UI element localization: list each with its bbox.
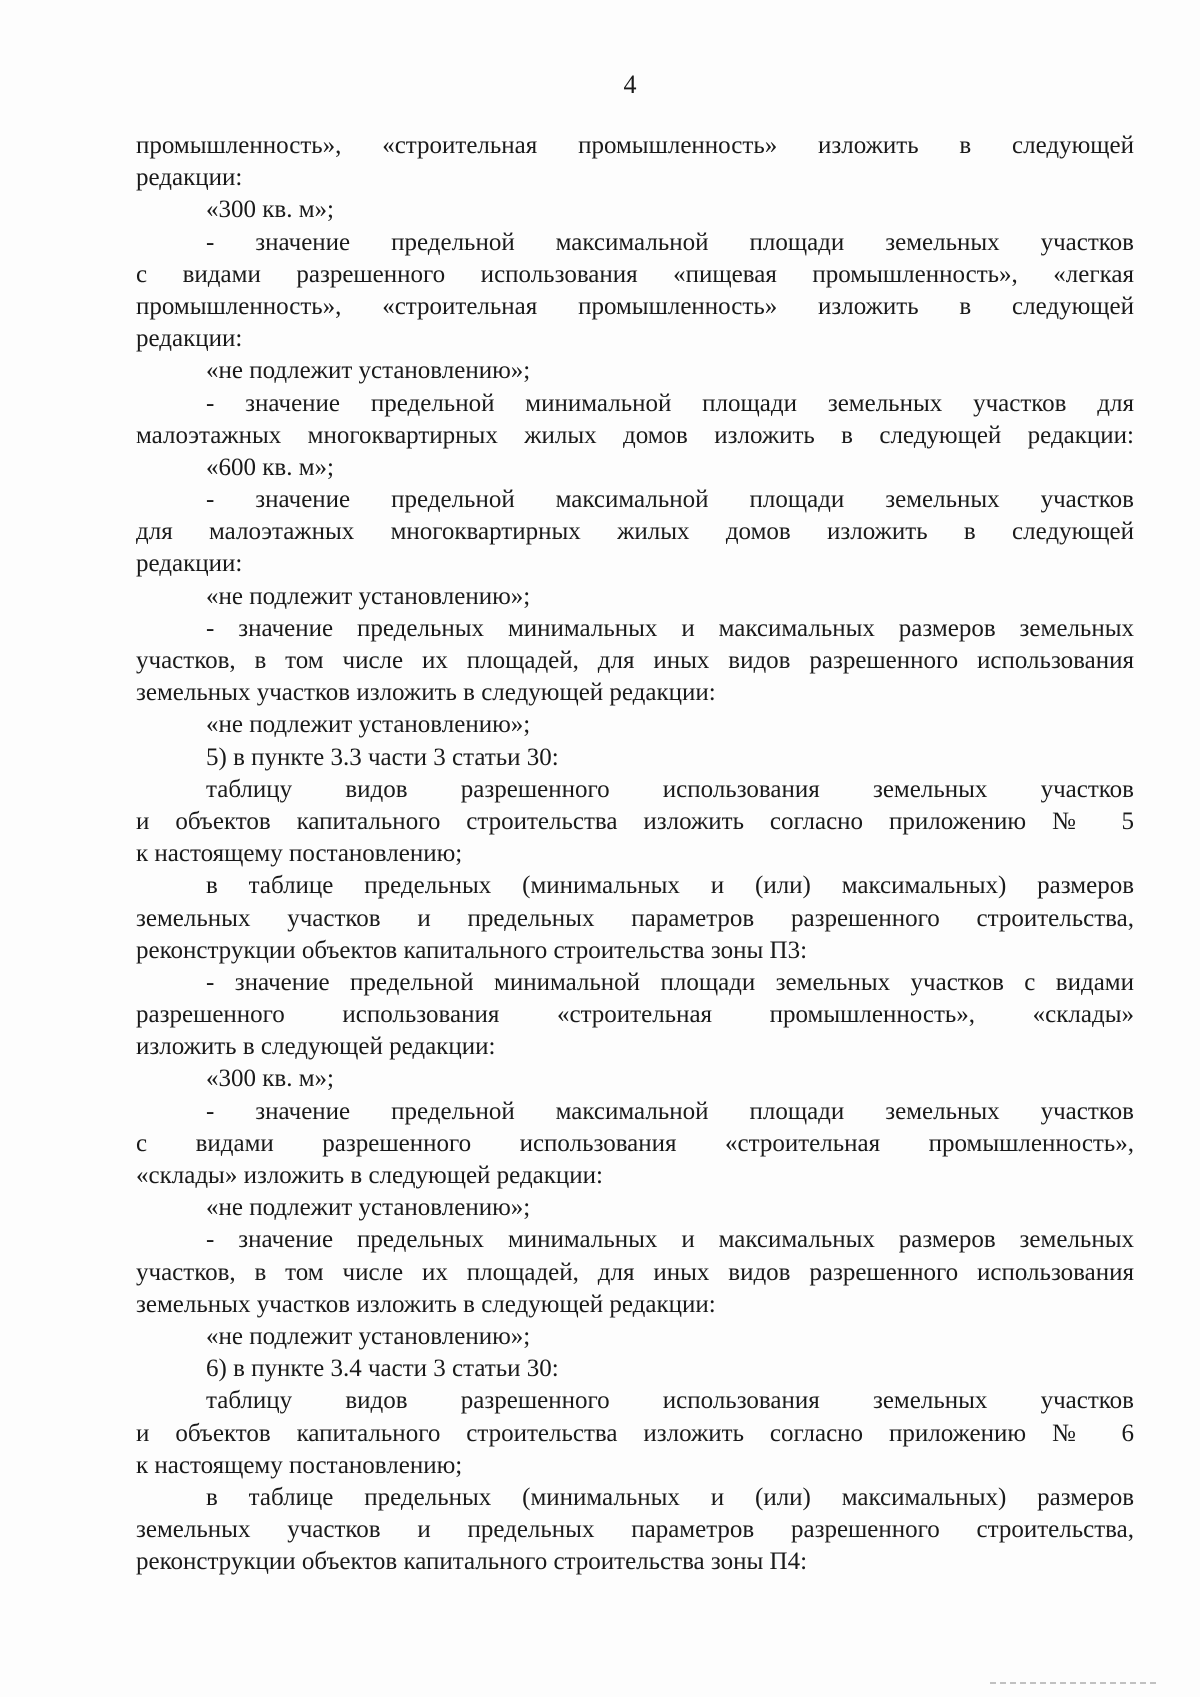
text-line: 5) в пункте 3.3 части 3 статьи 30: bbox=[206, 743, 559, 771]
text-line: земельных участков и предельных параметров разрешенного строительства, bbox=[136, 904, 1134, 932]
text-line: изложить в следующей редакции: bbox=[136, 1033, 496, 1061]
text-line: «600 кв. м»; bbox=[206, 453, 334, 481]
text-line: и объектов капитального строительства изложить согласно приложению № 5 bbox=[136, 807, 1134, 835]
text-line: с видами разрешенного использования «пищевая промышленность», «легкая bbox=[136, 260, 1134, 288]
text-line: земельных участков и предельных параметров разрешенного строительства, bbox=[136, 1516, 1134, 1544]
text-line: в таблице предельных (минимальных и (или) максимальных) размеров bbox=[206, 872, 1134, 900]
text-line: редакции: bbox=[136, 164, 243, 192]
text-line: - значение предельных минимальных и максимальных размеров земельных bbox=[206, 614, 1134, 642]
text-line: «не подлежит установлению»; bbox=[206, 582, 531, 610]
text-line: реконструкции объектов капитального строительства зоны П3: bbox=[136, 936, 808, 964]
text-line: в таблице предельных (минимальных и (или) максимальных) размеров bbox=[206, 1483, 1134, 1511]
text-line: «300 кв. м»; bbox=[206, 1065, 334, 1093]
text-line: промышленность», «строительная промышленность» изложить в следующей bbox=[136, 132, 1134, 159]
text-line: земельных участков изложить в следующей редакции: bbox=[136, 679, 716, 707]
text-line: «300 кв. м»; bbox=[206, 196, 334, 224]
text-line: редакции: bbox=[136, 550, 243, 578]
text-line: к настоящему постановлению; bbox=[136, 1451, 463, 1479]
text-line: земельных участков изложить в следующей редакции: bbox=[136, 1290, 716, 1318]
text-line: - значение предельной максимальной площади земельных участков bbox=[206, 228, 1134, 256]
text-line: участков, в том числе их площадей, для иных видов разрешенного использования bbox=[136, 647, 1134, 674]
text-line: разрешенного использования «строительная промышленность», «склады» bbox=[136, 1001, 1134, 1029]
text-line: с видами разрешенного использования «строительная промышленность», bbox=[136, 1129, 1134, 1157]
text-line: и объектов капитального строительства изложить согласно приложению № 6 bbox=[136, 1419, 1134, 1447]
text-line: - значение предельной минимальной площади земельных участков для bbox=[206, 389, 1134, 417]
text-line: - значение предельных минимальных и максимальных размеров земельных bbox=[206, 1226, 1134, 1254]
text-line: «не подлежит установлению»; bbox=[206, 1194, 531, 1222]
text-line: малоэтажных многоквартирных жилых домов изложить в следующей редакции: bbox=[136, 421, 1134, 449]
text-line: для малоэтажных многоквартирных жилых домов изложить в следующей bbox=[136, 518, 1134, 546]
text-line: «не подлежит установлению»; bbox=[206, 1322, 531, 1350]
text-line: реконструкции объектов капитального строительства зоны П4: bbox=[136, 1548, 808, 1576]
text-line: - значение предельной минимальной площади земельных участков с видами bbox=[206, 968, 1134, 996]
text-line: «не подлежит установлению»; bbox=[206, 711, 531, 739]
text-line: к настоящему постановлению; bbox=[136, 840, 463, 868]
text-line: «не подлежит установлению»; bbox=[206, 357, 531, 385]
text-line: таблицу видов разрешенного использования земельных участков bbox=[206, 775, 1134, 803]
text-line: 6) в пункте 3.4 части 3 статьи 30: bbox=[206, 1355, 559, 1383]
text-line: «склады» изложить в следующей редакции: bbox=[136, 1162, 603, 1189]
document-body bbox=[136, 130, 1134, 1578]
text-line: промышленность», «строительная промышленность» изложить в следующей bbox=[136, 292, 1134, 320]
text-line: участков, в том числе их площадей, для иных видов разрешенного использования bbox=[136, 1258, 1134, 1286]
scan-artifact bbox=[990, 1682, 1160, 1684]
text-line: - значение предельной максимальной площади земельных участков bbox=[206, 1097, 1134, 1125]
text-line: таблицу видов разрешенного использования земельных участков bbox=[206, 1387, 1134, 1415]
text-line: редакции: bbox=[136, 325, 243, 353]
page-number: 4 bbox=[623, 70, 637, 99]
text-line: - значение предельной максимальной площади земельных участков bbox=[206, 486, 1134, 514]
